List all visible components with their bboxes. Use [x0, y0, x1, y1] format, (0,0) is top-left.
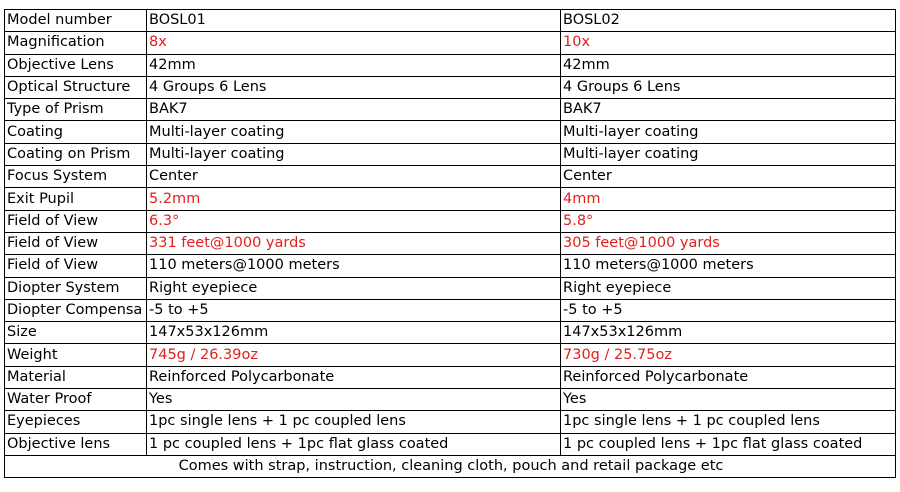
table-row	[5, 299, 896, 321]
model-1-value-cell: 110 meters@1000 meters	[147, 255, 561, 277]
spec-label-cell: Exit Pupil	[5, 188, 147, 210]
model-1-value-cell: 1 pc coupled lens + 1pc flat glass coated	[147, 433, 561, 455]
table-row	[5, 232, 896, 254]
spec-label-cell: Diopter Compensa	[5, 299, 147, 321]
model-1-value-cell: 745g / 26.39oz	[147, 344, 561, 366]
spec-label-cell: Water Proof	[5, 389, 147, 411]
table-row	[5, 411, 896, 433]
model-2-value-cell: 1 pc coupled lens + 1pc flat glass coated	[561, 433, 896, 455]
model-1-value-cell: 6.3°	[147, 210, 561, 232]
table-row	[5, 10, 896, 32]
table-row	[5, 366, 896, 388]
model-2-value-cell: Multi-layer coating	[561, 143, 896, 165]
model-1-value-cell: 42mm	[147, 54, 561, 76]
spec-label-cell: Coating on Prism	[5, 143, 147, 165]
model-2-value-cell: -5 to +5	[561, 299, 896, 321]
model-1-value-cell: Multi-layer coating	[147, 121, 561, 143]
table-row	[5, 54, 896, 76]
spec-label-cell: Model number	[5, 10, 147, 32]
spec-label-cell: Field of View	[5, 255, 147, 277]
model-2-value-cell: BOSL02	[561, 10, 896, 32]
model-2-value-cell: 10x	[561, 32, 896, 54]
model-2-value-cell: BAK7	[561, 99, 896, 121]
table-row	[5, 166, 896, 188]
model-1-value-cell: 8x	[147, 32, 561, 54]
spec-label-cell: Type of Prism	[5, 99, 147, 121]
spec-label-cell: Objective lens	[5, 433, 147, 455]
model-2-value-cell: 5.8°	[561, 210, 896, 232]
model-1-value-cell: 5.2mm	[147, 188, 561, 210]
model-2-value-cell: Multi-layer coating	[561, 121, 896, 143]
model-2-value-cell: 147x53x126mm	[561, 322, 896, 344]
model-2-value-cell: 42mm	[561, 54, 896, 76]
spec-label-cell: Size	[5, 322, 147, 344]
table-row	[5, 255, 896, 277]
model-2-value-cell: Yes	[561, 389, 896, 411]
table-row	[5, 121, 896, 143]
table-row	[5, 188, 896, 210]
table-row	[5, 433, 896, 455]
spec-label-cell: Weight	[5, 344, 147, 366]
model-1-value-cell: Multi-layer coating	[147, 143, 561, 165]
model-1-value-cell: 1pc single lens + 1 pc coupled lens	[147, 411, 561, 433]
model-2-value-cell: 110 meters@1000 meters	[561, 255, 896, 277]
table-row	[5, 99, 896, 121]
model-1-value-cell: Right eyepiece	[147, 277, 561, 299]
spec-label-cell: Field of View	[5, 232, 147, 254]
spec-table	[4, 9, 896, 478]
model-1-value-cell: BOSL01	[147, 10, 561, 32]
model-1-value-cell: BAK7	[147, 99, 561, 121]
footer-note: Comes with strap, instruction, cleaning cloth, pouch and retail package etc	[5, 455, 896, 477]
model-1-value-cell: 331 feet@1000 yards	[147, 232, 561, 254]
table-row	[5, 210, 896, 232]
model-1-value-cell: -5 to +5	[147, 299, 561, 321]
model-2-value-cell: 730g / 25.75oz	[561, 344, 896, 366]
model-2-value-cell: 4mm	[561, 188, 896, 210]
spec-label-cell: Field of View	[5, 210, 147, 232]
spec-label-cell: Coating	[5, 121, 147, 143]
model-2-value-cell: 4 Groups 6 Lens	[561, 76, 896, 98]
model-2-value-cell: 1pc single lens + 1 pc coupled lens	[561, 411, 896, 433]
model-2-value-cell: Center	[561, 166, 896, 188]
spec-label-cell: Diopter System	[5, 277, 147, 299]
model-1-value-cell: Center	[147, 166, 561, 188]
table-row	[5, 277, 896, 299]
spec-label-cell: Objective Lens	[5, 54, 147, 76]
model-1-value-cell: 147x53x126mm	[147, 322, 561, 344]
table-row	[5, 322, 896, 344]
table-row	[5, 344, 896, 366]
model-1-value-cell: Reinforced Polycarbonate	[147, 366, 561, 388]
table-row	[5, 76, 896, 98]
footer-row	[5, 455, 896, 477]
model-2-value-cell: Right eyepiece	[561, 277, 896, 299]
table-row	[5, 389, 896, 411]
spec-table-body	[5, 10, 896, 456]
spec-label-cell: Optical Structure	[5, 76, 147, 98]
model-1-value-cell: 4 Groups 6 Lens	[147, 76, 561, 98]
spec-label-cell: Material	[5, 366, 147, 388]
spec-label-cell: Eyepieces	[5, 411, 147, 433]
table-row	[5, 32, 896, 54]
model-2-value-cell: Reinforced Polycarbonate	[561, 366, 896, 388]
spec-label-cell: Focus System	[5, 166, 147, 188]
model-2-value-cell: 305 feet@1000 yards	[561, 232, 896, 254]
model-1-value-cell: Yes	[147, 389, 561, 411]
spec-label-cell: Magnification	[5, 32, 147, 54]
table-row	[5, 143, 896, 165]
